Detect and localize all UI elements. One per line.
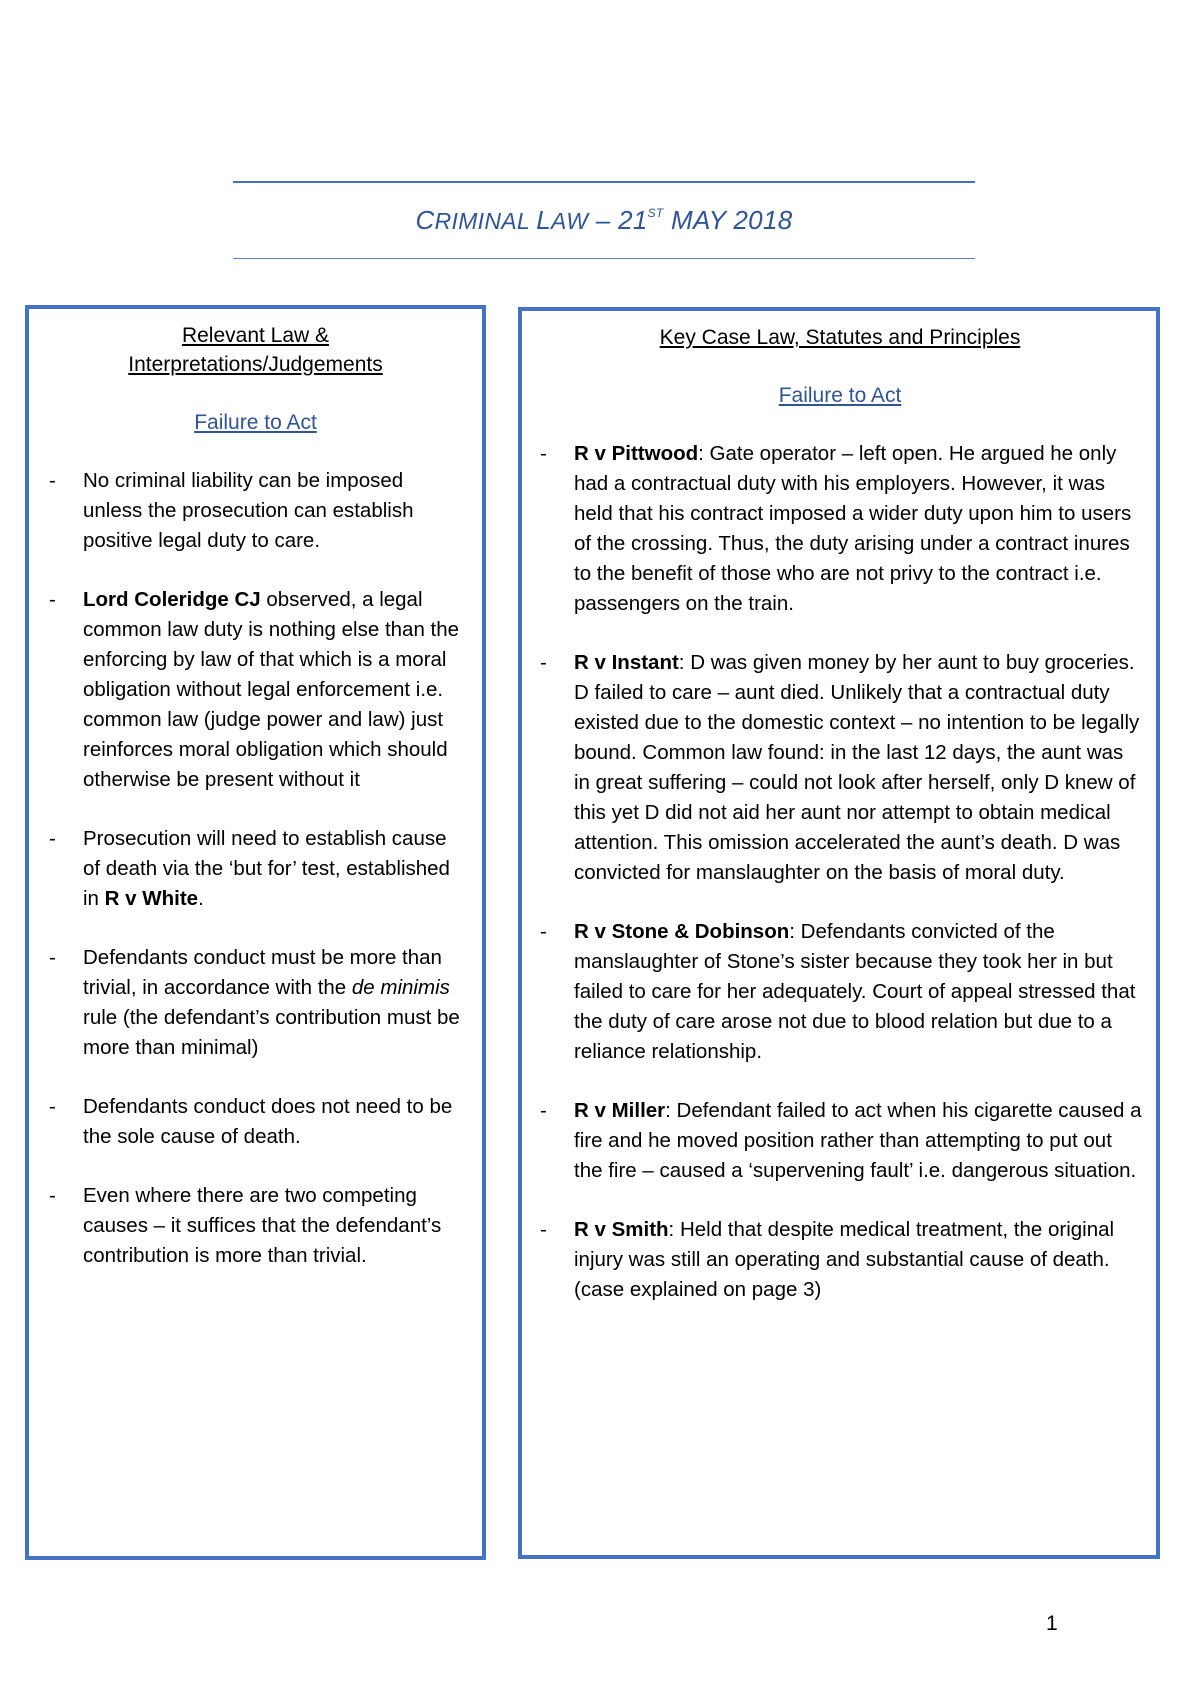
list-item: - Even where there are two competing causes – it suffices that the defendant’s contribution is more than trivial. <box>49 1184 442 1267</box>
header-bottom-rule <box>233 258 975 259</box>
header-top-rule <box>233 181 975 183</box>
left-column-heading: Relevant Law & Interpretations/Judgements <box>128 324 383 376</box>
list-item: - Defendants conduct must be more than trivial, in accordance with the de minimis rule (the defendant’s contribution must be more than minimal) <box>49 946 460 1059</box>
right-column-heading: Key Case Law, Statutes and Principles <box>659 326 1021 349</box>
list-item: - R v Smith: Held that despite medical treatment, the original injury was still an operating and substantial cause of death. (case explained on page 3) <box>540 1218 1115 1301</box>
right-item-list <box>538 439 1142 1305</box>
page-number: 1 <box>1046 1612 1058 1635</box>
list-item: - R v Miller: Defendant failed to act when his cigarette caused a fire and he moved position rather than attempting to put out the fire – caused a ‘supervening fault’ i.e. dangerous situation. <box>540 1099 1142 1182</box>
list-item: - R v Stone & Dobinson: Defendants convicted of the manslaughter of Stone’s sister because they took her in but failed to care for her adequately. Court of appeal stressed that the duty of care arose not due to blood relation but due to a reliance relationship. <box>540 920 1136 1063</box>
list-item: - Prosecution will need to establish cause of death via the ‘but for’ test, established in R v White. <box>49 827 450 910</box>
right-subheading: Failure to Act <box>778 384 902 407</box>
relevant-law-panel <box>25 305 486 1560</box>
list-item: - Defendants conduct does not need to be the sole cause of death. <box>49 1095 453 1148</box>
page-title: CRIMINAL LAW – 21ST MAY 2018 <box>415 205 793 235</box>
key-case-law-panel <box>518 307 1160 1559</box>
left-subheading: Failure to Act <box>194 411 317 434</box>
list-item: - Lord Coleridge CJ observed, a legal common law duty is nothing else than the enforcing by law of that which is a moral obligation without legal enforcement i.e. common law (judge power and law) just reinforces moral obligation which should otherwise be present without it <box>49 588 460 791</box>
list-item: - R v Pittwood: Gate operator – left open. He argued he only had a contractual duty with his employers. However, it was held that his contract imposed a wider duty upon him to users of the crossing. Thus, the duty arising under a contract inures to the benefit of those who are not privy to the contract i.e. passengers on the train. <box>540 442 1132 615</box>
list-item: - No criminal liability can be imposed unless the prosecution can establish positive legal duty to care. <box>49 469 414 552</box>
left-item-list <box>47 466 464 1271</box>
list-item: - R v Instant: D was given money by her aunt to buy groceries. D failed to care – aunt died. Unlikely that a contractual duty existed due to the domestic context – no intention to be legally bound. Common law found: in the last 12 days, the aunt was in great suffering – could not look after herself, only D knew of this yet D did not aid her aunt nor attempt to obtain medical attention. This omission accelerated the aunt’s death. D was convicted for manslaughter on the basis of moral duty. <box>540 651 1140 884</box>
